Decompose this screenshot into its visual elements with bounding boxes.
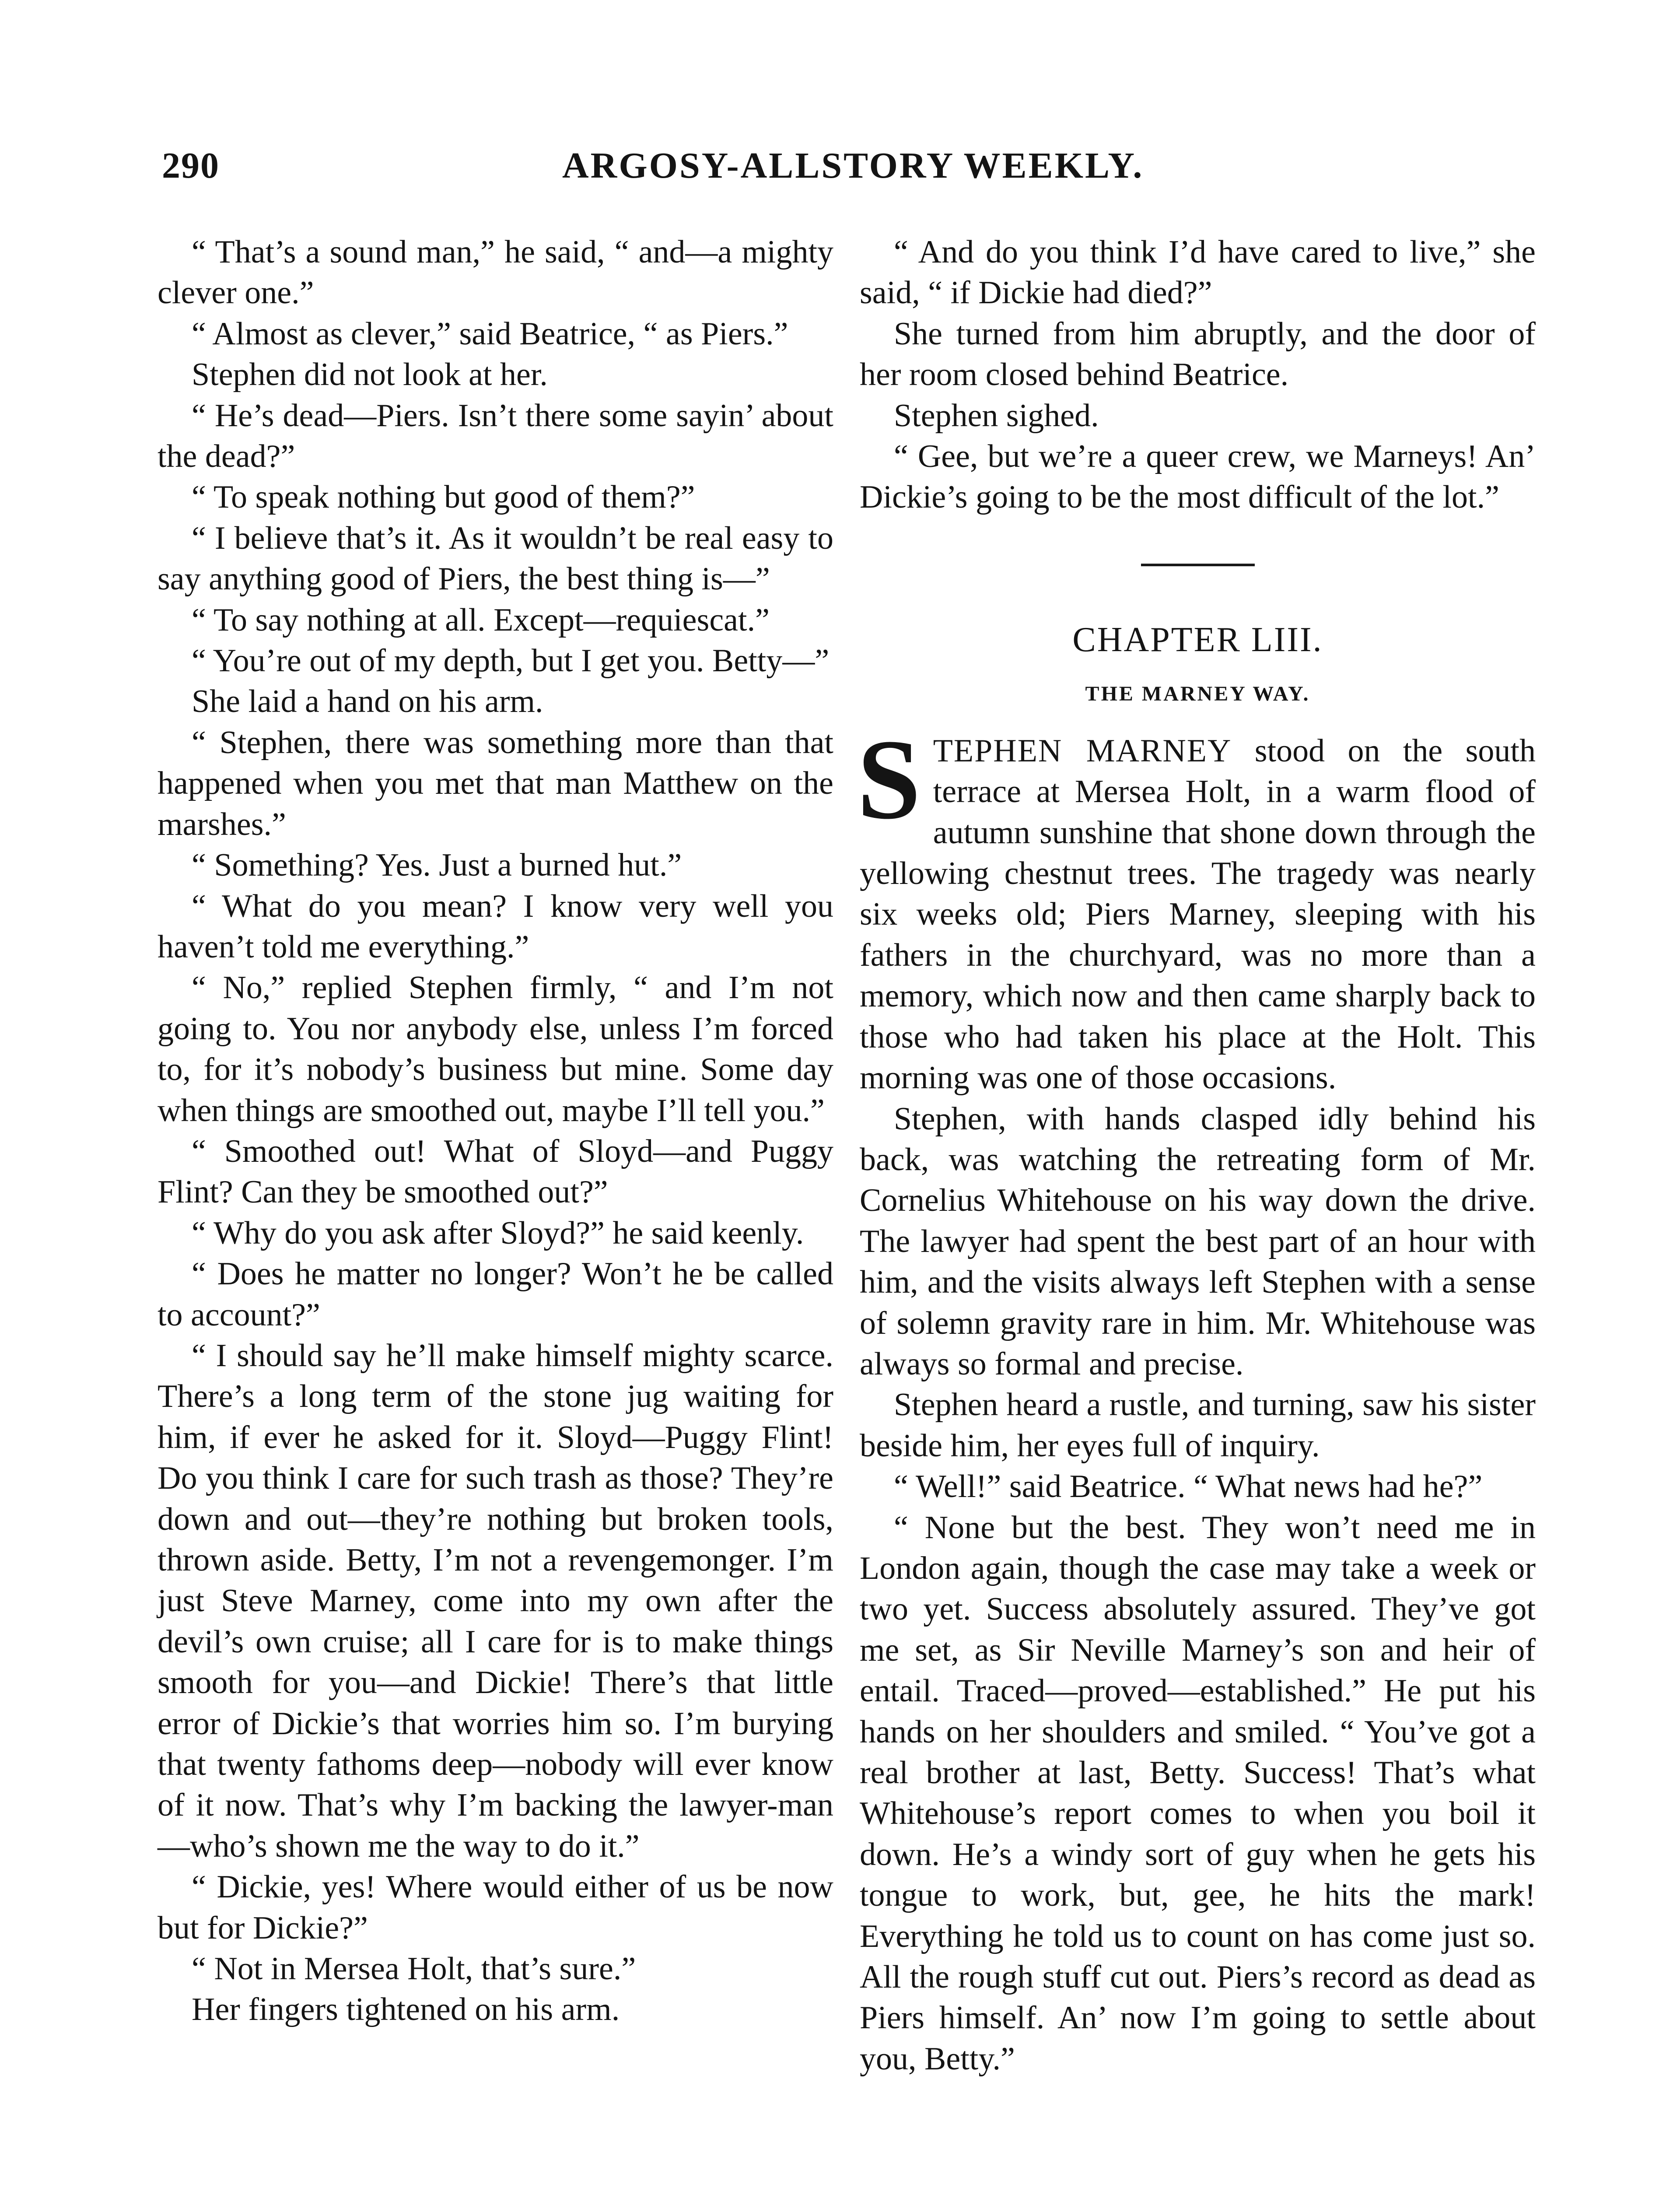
section-divider bbox=[1141, 564, 1255, 566]
paragraph: Her fingers tightened on his arm. bbox=[192, 1992, 620, 2028]
paragraph: “ I believe that’s it. As it wouldn’t be real easy to say anything good of Piers, the best thing is—” bbox=[158, 520, 833, 597]
paragraph: “ Stephen, there was something more than that happened when you met that man Matthew on the marshes.” bbox=[158, 724, 833, 842]
paragraph: “ Gee, but we’re a queer crew, we Marneys! An’ Dickie’s going to be the most difficult of the lot.” bbox=[860, 438, 1536, 515]
left-column bbox=[158, 232, 833, 2030]
paragraph: “ Almost as clever,” said Beatrice, “ as Piers.” bbox=[192, 316, 788, 352]
paragraph: “ None but the best. They won’t need me in London again, though the case may take a week or two yet. Success absolutely assured. They’ve got me set, as Sir Neville Marney’s son and heir of entail. Traced—proved—established.” He put his hands on her shoulders and smiled. “ You’ve got a real brother at last, Betty. Success! That’s what Whitehouse’s report comes to when you boil it down. He’s a windy sort of guy when he gets his tongue to work, but, gee, he hits the mark! Everything he told us to count on has come just so. All the rough stuff cut out. Piers’s record as dead as Piers himself. An’ now I’m going to settle about you, Betty.” bbox=[860, 1509, 1536, 2077]
paragraph: “ What do you mean? I know very well you haven’t told me everything.” bbox=[158, 888, 833, 965]
paragraph: “ Why do you ask after Sloyd?” he said keenly. bbox=[192, 1215, 804, 1251]
paragraph: “ Not in Mersea Holt, that’s sure.” bbox=[192, 1951, 636, 1987]
chapter-subtitle: THE MARNEY WAY. bbox=[1085, 682, 1310, 705]
paragraph: “ Well!” said Beatrice. “ What news had he?” bbox=[894, 1469, 1483, 1505]
right-column bbox=[857, 232, 1536, 2079]
paragraph: Stephen, with hands clasped idly behind his back, was watching the retreating form of Mr. Cornelius Whitehouse on his way down the drive. The lawyer had spent the best part of an hour with him, and the visits always left Stephen with a sense of solemn gravity rare in him. Mr. Whitehouse was always so formal and precise. bbox=[860, 1101, 1536, 1382]
paragraph: “ He’s dead—Piers. Isn’t there some sayin’ about the dead?” bbox=[158, 397, 833, 475]
paragraph: She turned from him abruptly, and the door of her room closed behind Beatrice. bbox=[860, 316, 1536, 393]
paragraph: “ I should say he’ll make himself mighty scarce. There’s a long term of the stone jug waiting for him, if ever he asked for it. Sloyd—Puggy Flint! Do you think I care for such trash as those? They’re down and out—they’re nothing but broken tools, thrown aside. Betty, I’m not a revengemonger. I’m just Steve Marney, come into my own after the devil’s own cruise; all I care for is to make things smooth for you—and Dickie! There’s that little error of Dickie’s that worries him so. I’m burying that twenty fathoms deep—nobody will ever know of it now. That’s why I’m backing the lawyer-man—who’s shown me the way to do it.” bbox=[158, 1337, 833, 1864]
paragraph: “ Something? Yes. Just a burned hut.” bbox=[192, 847, 682, 884]
paragraph: Stephen did not look at her. bbox=[192, 357, 548, 393]
paragraph: “ To say nothing at all. Except—requiescat.” bbox=[192, 602, 770, 638]
page-number: 290 bbox=[162, 145, 220, 186]
paragraph: “ And do you think I’d have cared to live,” she said, “ if Dickie had died?” bbox=[860, 234, 1536, 311]
paragraph: Stephen heard a rustle, and turning, saw his sister beside him, her eyes full of inquiry. bbox=[860, 1387, 1536, 1464]
chapter-heading: CHAPTER LIII. bbox=[1072, 620, 1323, 659]
paragraph: She laid a hand on his arm. bbox=[192, 684, 543, 720]
paragraph: “ Does he matter no longer? Won’t he be called to account?” bbox=[158, 1256, 833, 1333]
opening-text: stood on the south terrace at Mersea Holt, in a warm flood of autumn sunshine that shone down through the yellowing chestnut trees. The tragedy was nearly six weeks old; Piers Marney, sleeping with his fathers in the churchyard, was no more than a memory, which now and then came sharply back to those who had taken his place at the Holt. This morning was one of those occasions. bbox=[860, 733, 1536, 1096]
paragraph: “ Smoothed out! What of Sloyd—and Puggy Flint? Can they be smoothed out?” bbox=[158, 1133, 833, 1210]
paragraph: “ No,” replied Stephen firmly, “ and I’m not going to. You nor anybody else, unless I’m forced to, for it’s nobody’s business but mine. Some day when things are smoothed out, maybe I’ll tell you.” bbox=[158, 970, 833, 1129]
magazine-title: ARGOSY-ALLSTORY WEEKLY. bbox=[562, 145, 1144, 186]
page-header bbox=[158, 144, 1536, 197]
opening-small-caps: TEPHEN MARNEY bbox=[933, 733, 1232, 769]
paragraph: Stephen sighed. bbox=[894, 397, 1099, 434]
paragraph: “ Dickie, yes! Where would either of us be now but for Dickie?” bbox=[158, 1869, 833, 1946]
paragraph: “ That’s a sound man,” he said, “ and—a mighty clever one.” bbox=[158, 234, 833, 311]
chapter-opening-paragraph bbox=[857, 715, 1536, 1099]
paragraph: “ You’re out of my depth, but I get you. Betty—” bbox=[192, 643, 830, 679]
paragraph: “ To speak nothing but good of them?” bbox=[192, 479, 695, 515]
drop-cap: S bbox=[857, 715, 921, 843]
